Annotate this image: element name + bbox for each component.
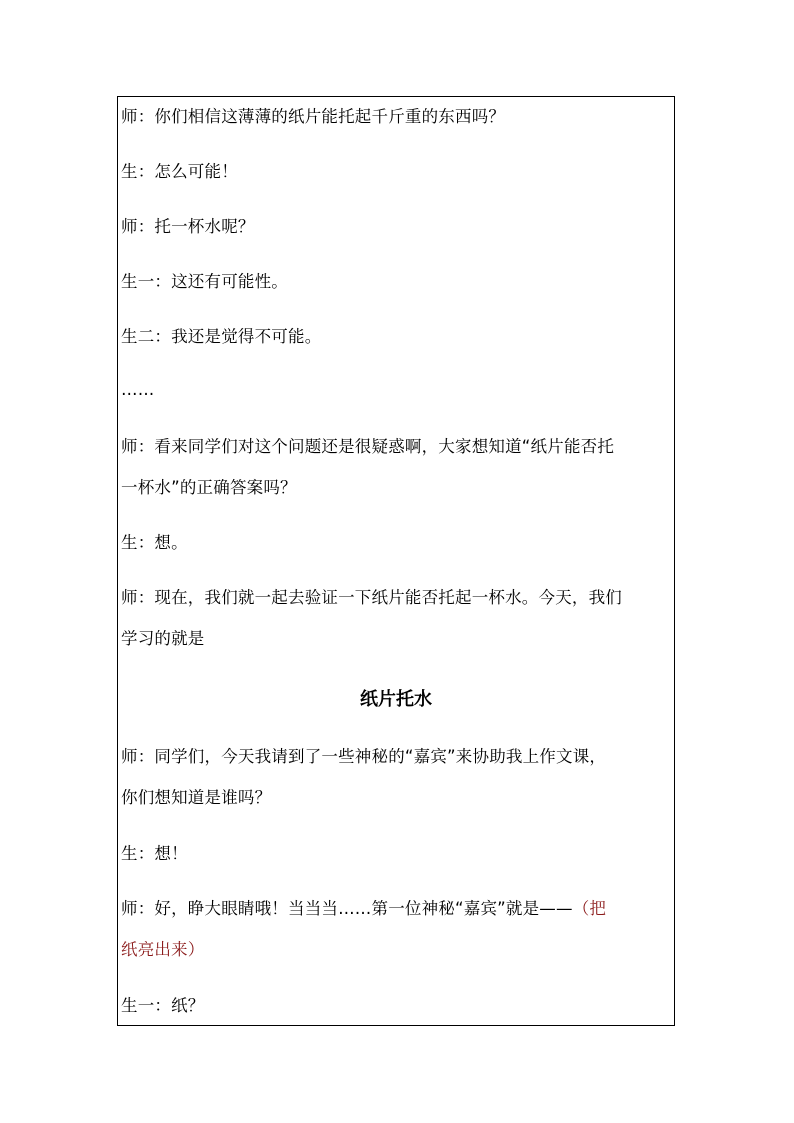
dialogue-line: 学习的就是 [121,629,205,648]
dialogue-line [121,899,606,919]
ellipsis-line: …… [121,380,155,399]
dialogue-line: 你们想知道是谁吗？ [121,788,272,807]
dialogue-line: 生：想。 [121,533,188,552]
stage-direction: 纸亮出来） [121,940,205,959]
stage-direction: （把 [572,899,607,918]
dialogue-line: 生一：这还有可能性。 [121,272,288,291]
dialogue-line: 师：同学们，今天我请到了一些神秘的“嘉宾”来协助我上作文课， [121,747,607,766]
dialogue-line: 师：你们相信这薄薄的纸片能托起千斤重的东西吗？ [121,107,506,126]
dialogue-line: 一杯水”的正确答案吗？ [121,478,297,497]
dialogue-line: 生：怎么可能！ [121,162,238,181]
dialogue-line: 生：想！ [121,844,188,863]
dialogue-line: 生一：纸？ [121,996,205,1015]
section-title: 纸片托水 [360,689,432,710]
dialogue-line: 师：看来同学们对这个问题还是很疑惑啊，大家想知道“纸片能否托 [121,437,615,456]
dialogue-line: 生二：我还是觉得不可能。 [121,327,322,346]
dialogue-text: 师：好，睁大眼睛哦！当当当……第一位神秘“嘉宾”就是—— [121,899,573,918]
dialogue-line: 师：现在，我们就一起去验证一下纸片能否托起一杯水。今天，我们 [121,588,622,607]
dialogue-line: 师：托一杯水呢？ [121,217,255,236]
